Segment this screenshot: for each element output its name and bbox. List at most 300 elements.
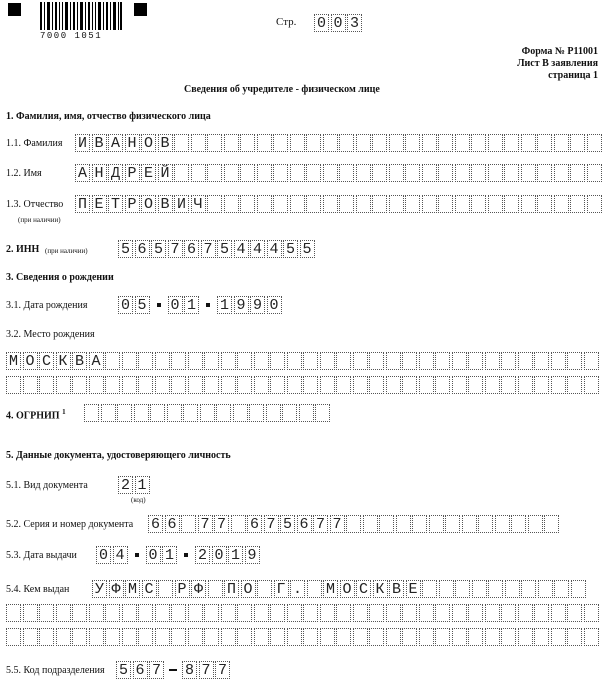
char-cell: Р [125,195,140,213]
char-cell [389,195,404,213]
char-cell [501,352,516,370]
char-cell [158,580,173,598]
char-cell [6,628,21,646]
char-cell: Ф [109,580,124,598]
char-cell [89,628,104,646]
char-cell: 7 [199,661,214,679]
form-number: Форма № Р11001 [521,46,598,57]
char-cell [396,515,411,533]
char-cell [306,134,321,152]
char-cell: 4 [113,546,128,564]
doc-type-field[interactable] [118,476,151,494]
char-cell [323,134,338,152]
char-cell [257,134,272,152]
char-cell: 6 [165,515,180,533]
char-cell [216,404,231,422]
char-cell [405,134,420,152]
char-cell: С [39,352,54,370]
char-cell [538,580,553,598]
patronymic-note: (при наличии) [18,216,61,224]
division-code-dash [166,661,181,679]
char-cell [452,376,467,394]
issued-by-field-line2[interactable] [6,604,600,622]
char-cell [320,376,335,394]
char-cell [422,580,437,598]
char-cell: . [290,580,305,598]
birth-day[interactable] [118,296,151,314]
char-cell [534,604,549,622]
char-cell [233,404,248,422]
char-cell [518,628,533,646]
issued-by-field-line3[interactable] [6,628,600,646]
char-cell [389,134,404,152]
char-cell: 7 [168,240,183,258]
char-cell: 6 [297,515,312,533]
char-cell [372,164,387,182]
char-cell [237,604,252,622]
char-cell: 7 [201,240,216,258]
char-cell [122,352,137,370]
char-cell [204,628,219,646]
char-cell [171,352,186,370]
date-separator [151,296,166,314]
issue-date-label: 5.3. Дата выдачи [6,550,77,561]
char-cell [266,404,281,422]
birth-place-label: 3.2. Место рождения [6,329,95,340]
char-cell [39,376,54,394]
char-cell [336,628,351,646]
char-cell [208,580,223,598]
char-cell [56,376,71,394]
patronymic-field[interactable] [75,195,603,213]
char-cell [287,376,302,394]
char-cell: 7 [264,515,279,533]
char-cell [501,604,516,622]
char-cell [72,376,87,394]
char-cell: 0 [212,546,227,564]
ogrnip-footnote: 1 [62,408,66,416]
char-cell [155,376,170,394]
issue-day[interactable] [96,546,129,564]
char-cell: С [142,580,157,598]
char-cell: 0 [168,296,183,314]
char-cell: В [72,352,87,370]
char-cell [303,604,318,622]
char-cell [554,195,569,213]
sheet-label: Лист В заявления [517,58,598,69]
char-cell [584,628,599,646]
char-cell [117,404,132,422]
char-cell [419,604,434,622]
char-cell [290,134,305,152]
char-cell: У [92,580,107,598]
char-cell: 2 [118,476,133,494]
char-cell: 3 [347,14,362,32]
ogrnip-label-text: 4. ОГРНИП [6,410,60,422]
char-cell [567,604,582,622]
division-code-part2[interactable] [182,661,232,679]
char-cell [138,352,153,370]
char-cell [323,195,338,213]
char-cell [518,604,533,622]
series-number-field[interactable] [148,515,561,533]
char-cell [336,376,351,394]
char-cell [386,604,401,622]
char-cell [363,515,378,533]
division-code-part1[interactable] [116,661,166,679]
issue-month[interactable] [146,546,179,564]
char-cell [174,164,189,182]
char-cell: В [389,580,404,598]
char-cell: О [340,580,355,598]
char-cell [221,604,236,622]
page-label: Стр. [276,16,297,28]
char-cell [171,604,186,622]
char-cell [353,376,368,394]
char-cell [138,628,153,646]
char-cell [257,580,272,598]
char-cell [521,195,536,213]
birth-month[interactable] [168,296,201,314]
char-cell: Й [158,164,173,182]
char-cell [534,352,549,370]
char-cell [287,628,302,646]
char-cell: Д [108,164,123,182]
char-cell [221,376,236,394]
char-cell [39,628,54,646]
char-cell [257,195,272,213]
char-cell [587,164,602,182]
char-cell: 5 [116,661,131,679]
char-cell [386,376,401,394]
char-cell [89,604,104,622]
char-cell [570,164,585,182]
section5-title: 5. Данные документа, удостоверяющего личность [6,450,231,461]
char-cell: 7 [313,515,328,533]
char-cell [567,352,582,370]
char-cell [270,628,285,646]
char-cell [537,164,552,182]
char-cell [435,376,450,394]
char-cell [221,352,236,370]
char-cell: 6 [133,661,148,679]
char-cell [56,628,71,646]
doc-type-note: (код) [131,496,146,504]
char-cell [254,628,269,646]
char-cell: 7 [330,515,345,533]
char-cell [471,134,486,152]
char-cell [303,376,318,394]
char-cell [412,515,427,533]
char-cell [122,628,137,646]
char-cell: М [125,580,140,598]
char-cell [171,628,186,646]
char-cell [521,164,536,182]
char-cell [554,580,569,598]
char-cell: 6 [148,515,163,533]
char-cell [435,604,450,622]
char-cell [181,515,196,533]
char-cell: 5 [135,296,150,314]
char-cell [422,164,437,182]
registration-marker-left [8,3,21,16]
char-cell [570,195,585,213]
char-cell [422,195,437,213]
surname-label: 1.1. Фамилия [6,138,63,149]
char-cell [56,604,71,622]
char-cell [505,580,520,598]
char-cell [389,164,404,182]
char-cell [307,580,322,598]
char-cell [320,628,335,646]
char-cell [207,164,222,182]
date-separator [201,296,216,314]
char-cell [435,628,450,646]
char-cell [72,604,87,622]
char-cell [422,134,437,152]
char-cell [501,376,516,394]
char-cell [188,604,203,622]
char-cell: 5 [151,240,166,258]
char-cell [188,376,203,394]
char-cell [356,134,371,152]
sheet-page: страница 1 [548,70,598,81]
char-cell [452,604,467,622]
name-field[interactable] [75,164,603,182]
char-cell [534,628,549,646]
char-cell [134,404,149,422]
char-cell [72,628,87,646]
page-number-cells[interactable] [314,14,364,32]
division-code-label: 5.5. Код подразделения [6,665,105,676]
char-cell [339,164,354,182]
char-cell [369,352,384,370]
char-cell [273,134,288,152]
char-cell [551,352,566,370]
char-cell [237,628,252,646]
char-cell [315,404,330,422]
char-cell: 1 [135,476,150,494]
char-cell [39,604,54,622]
char-cell [438,195,453,213]
char-cell [346,515,361,533]
char-cell [237,352,252,370]
char-cell [462,515,477,533]
char-cell [336,352,351,370]
char-cell [6,376,21,394]
char-cell [501,628,516,646]
char-cell: К [56,352,71,370]
char-cell [254,352,269,370]
char-cell [138,604,153,622]
char-cell [521,134,536,152]
char-cell: А [89,352,104,370]
char-cell [105,376,120,394]
char-cell [270,352,285,370]
char-cell [84,404,99,422]
char-cell: 5 [300,240,315,258]
char-cell [468,352,483,370]
char-cell [369,376,384,394]
char-cell [6,604,21,622]
char-cell: 4 [267,240,282,258]
char-cell [455,134,470,152]
char-cell [105,628,120,646]
char-cell: 5 [283,240,298,258]
char-cell [471,195,486,213]
char-cell [303,352,318,370]
division-code-field[interactable] [116,661,232,679]
char-cell [488,164,503,182]
char-cell [468,604,483,622]
char-cell [171,376,186,394]
char-cell [372,195,387,213]
char-cell [405,195,420,213]
char-cell [290,164,305,182]
char-cell [23,376,38,394]
char-cell: В [158,134,173,152]
date-separator [179,546,194,564]
char-cell [101,404,116,422]
char-cell [254,376,269,394]
char-cell [174,134,189,152]
char-cell [207,195,222,213]
char-cell [551,376,566,394]
inn-note: (при наличии) [45,247,88,255]
char-cell: 7 [198,515,213,533]
char-cell [584,352,599,370]
surname-field[interactable] [75,134,603,152]
ogrnip-field[interactable] [84,404,332,422]
char-cell: Е [406,580,421,598]
issue-year[interactable] [195,546,261,564]
char-cell [584,604,599,622]
char-cell [323,164,338,182]
char-cell: Г [274,580,289,598]
char-cell [183,404,198,422]
char-cell: 9 [234,296,249,314]
char-cell: 2 [195,546,210,564]
char-cell: В [92,134,107,152]
char-cell: С [356,580,371,598]
char-cell: 6 [247,515,262,533]
char-cell [138,376,153,394]
section3-title: 3. Сведения о рождении [6,272,114,283]
birth-place-field-line2[interactable] [6,376,600,394]
char-cell: О [141,134,156,152]
char-cell [551,604,566,622]
char-cell [320,352,335,370]
char-cell: В [158,195,173,213]
char-cell [455,580,470,598]
char-cell [356,164,371,182]
char-cell [504,195,519,213]
char-cell [356,195,371,213]
char-cell [372,134,387,152]
char-cell [353,352,368,370]
char-cell: 0 [146,546,161,564]
char-cell [386,352,401,370]
char-cell [402,604,417,622]
char-cell [188,352,203,370]
char-cell [105,352,120,370]
char-cell [567,628,582,646]
char-cell [518,352,533,370]
birth-place-field[interactable] [6,352,600,370]
char-cell: 7 [149,661,164,679]
char-cell [438,164,453,182]
char-cell [369,604,384,622]
series-number-label: 5.2. Серия и номер документа [6,519,134,530]
char-cell: Р [125,164,140,182]
char-cell: К [373,580,388,598]
char-cell [231,515,246,533]
char-cell: М [6,352,21,370]
char-cell [379,515,394,533]
char-cell [554,164,569,182]
char-cell [485,628,500,646]
char-cell [273,164,288,182]
char-cell [122,604,137,622]
char-cell: Е [92,195,107,213]
char-cell [122,376,137,394]
inn-field[interactable] [118,240,316,258]
char-cell: И [174,195,189,213]
char-cell: 6 [184,240,199,258]
section1-title: 1. Фамилия, имя, отчество физического лица [6,111,211,122]
char-cell: Ч [191,195,206,213]
char-cell: 5 [280,515,295,533]
barcode-number: 7000 1051 [40,31,103,41]
patronymic-label: 1.3. Отчество [6,199,64,210]
char-cell: М [323,580,338,598]
char-cell [587,134,602,152]
char-cell: 1 [184,296,199,314]
barcode-image [40,2,122,30]
char-cell [419,376,434,394]
char-cell [306,164,321,182]
page-title: Сведения об учредителе - физическом лице [184,84,380,95]
birth-date-field[interactable] [118,296,283,314]
doc-type-label: 5.1. Вид документа [6,480,88,491]
char-cell: Р [175,580,190,598]
char-cell: 4 [250,240,265,258]
char-cell [567,376,582,394]
issue-date-field[interactable] [96,546,261,564]
char-cell [204,604,219,622]
char-cell [303,628,318,646]
char-cell [353,628,368,646]
char-cell: 6 [135,240,150,258]
issued-by-field[interactable] [92,580,587,598]
birth-year[interactable] [217,296,283,314]
char-cell [155,352,170,370]
char-cell: 7 [215,661,230,679]
char-cell [402,628,417,646]
char-cell [511,515,526,533]
char-cell: 1 [217,296,232,314]
char-cell [402,352,417,370]
char-cell: 4 [234,240,249,258]
char-cell: 1 [228,546,243,564]
char-cell [191,134,206,152]
name-label: 1.2. Имя [6,168,42,179]
char-cell [270,604,285,622]
char-cell: 5 [118,240,133,258]
char-cell [200,404,215,422]
char-cell [336,604,351,622]
char-cell: О [241,580,256,598]
